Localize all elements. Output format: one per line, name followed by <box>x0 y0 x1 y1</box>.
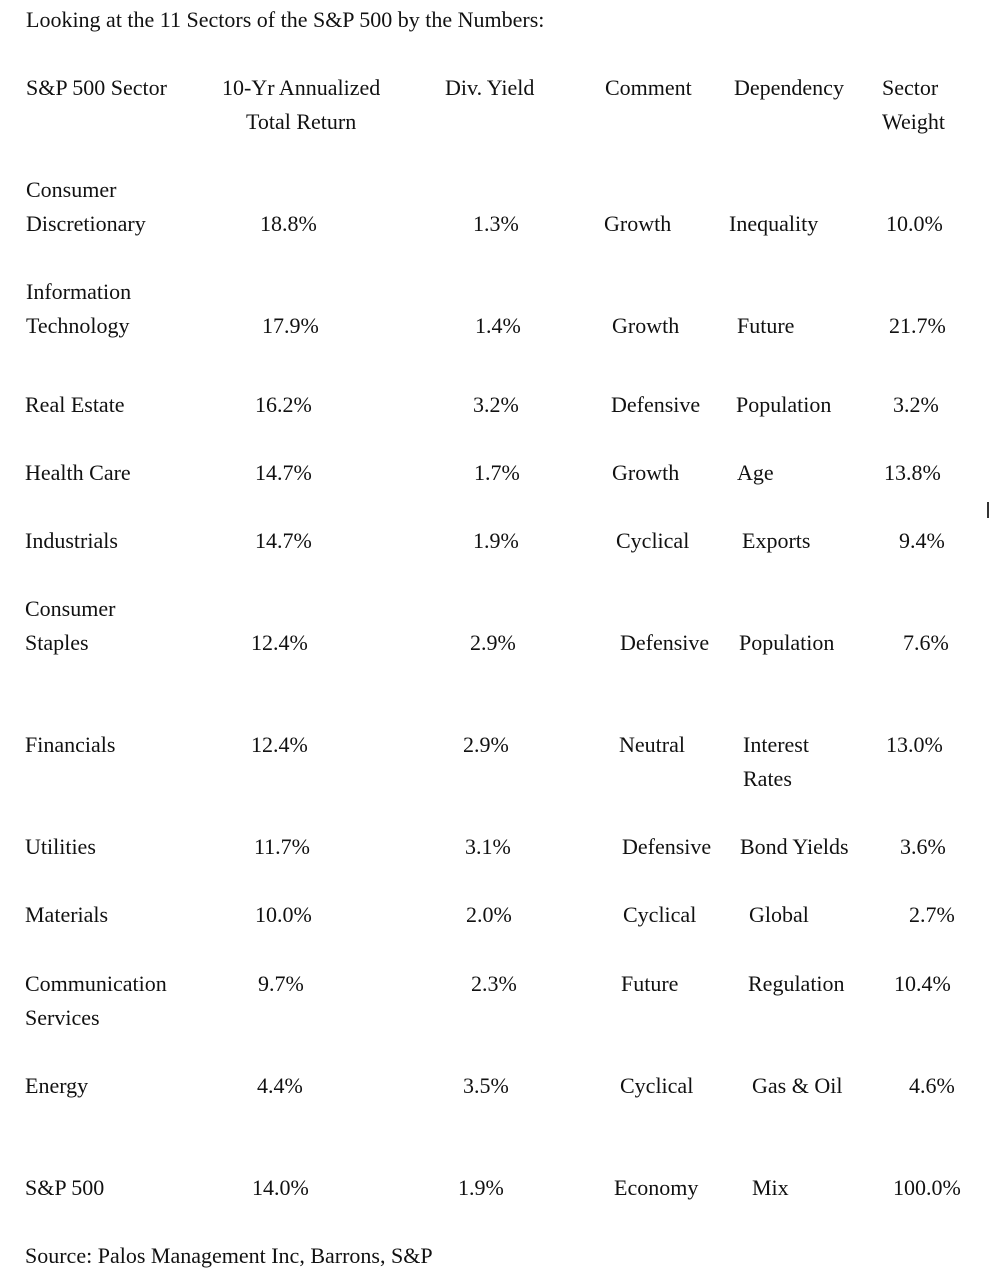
header-comment: Comment <box>605 75 692 100</box>
row-yield: 2.0% <box>466 902 512 927</box>
row-return: 10.0% <box>255 902 312 927</box>
row-comment: Defensive <box>611 392 701 417</box>
row-weight: 10.0% <box>886 211 943 236</box>
row-yield: 1.3% <box>473 211 519 236</box>
row-sector: Materials <box>25 902 109 927</box>
row-sector: Energy <box>25 1073 89 1098</box>
row-return: 14.7% <box>255 460 312 485</box>
row-comment: Cyclical <box>620 1073 694 1098</box>
row-weight: 10.4% <box>894 971 951 996</box>
row-yield: 2.9% <box>470 630 516 655</box>
row-yield: 2.9% <box>463 732 509 757</box>
header-sector: S&P 500 Sector <box>26 75 167 100</box>
row-return: 11.7% <box>254 834 311 859</box>
row-yield: 3.1% <box>465 834 511 859</box>
row-yield: 1.7% <box>474 460 520 485</box>
row-yield: 1.9% <box>473 528 519 553</box>
row-dependency: Inequality <box>729 211 819 236</box>
row-comment: Growth <box>612 313 680 338</box>
row-comment: Defensive <box>620 630 710 655</box>
row-sector: Information Technology <box>26 279 132 338</box>
row-return: 17.9% <box>262 313 319 338</box>
row-dependency: Global <box>749 902 809 927</box>
row-sector: Utilities <box>25 834 96 859</box>
row-weight: 3.6% <box>900 834 946 859</box>
row-dependency: Bond Yields <box>740 834 849 859</box>
row-return: 12.4% <box>251 630 308 655</box>
row-weight: 100.0% <box>893 1175 961 1200</box>
row-comment: Cyclical <box>616 528 690 553</box>
row-weight: 13.8% <box>884 460 941 485</box>
row-weight: 2.7% <box>909 902 955 927</box>
row-sector: Industrials <box>25 528 118 553</box>
row-dependency: Exports <box>742 528 811 553</box>
row-yield: 3.5% <box>463 1073 509 1098</box>
row-comment: Neutral <box>619 732 685 757</box>
source-note: Source: Palos Management Inc, Barrons, S&P <box>25 1243 433 1268</box>
row-dependency: Population <box>739 630 835 655</box>
row-dependency: Interest Rates <box>743 732 809 791</box>
row-dependency: Gas & Oil <box>752 1073 843 1098</box>
row-yield: 3.2% <box>473 392 519 417</box>
row-sector: Communication Services <box>25 971 167 1030</box>
row-comment: Growth <box>604 211 672 236</box>
row-weight: 7.6% <box>903 630 949 655</box>
row-dependency: Population <box>736 392 832 417</box>
row-dependency: Future <box>737 313 795 338</box>
row-sector: Financials <box>25 732 116 757</box>
row-dependency: Mix <box>752 1175 789 1200</box>
header-dependency: Dependency <box>734 75 844 100</box>
row-weight: 4.6% <box>909 1073 955 1098</box>
row-weight: 9.4% <box>899 528 945 553</box>
page-title: Looking at the 11 Sectors of the S&P 500 by the Numbers: <box>26 7 545 32</box>
row-return: 9.7% <box>258 971 304 996</box>
header-yield: Div. Yield <box>445 75 535 100</box>
row-comment: Economy <box>614 1175 699 1200</box>
row-comment: Future <box>621 971 679 996</box>
row-return: 4.4% <box>257 1073 303 1098</box>
row-return: 14.7% <box>255 528 312 553</box>
row-comment: Defensive <box>622 834 712 859</box>
row-yield: 1.4% <box>475 313 521 338</box>
row-sector: S&P 500 <box>25 1175 105 1200</box>
row-comment: Cyclical <box>623 902 697 927</box>
row-dependency: Regulation <box>748 971 845 996</box>
row-dependency: Age <box>737 460 774 485</box>
row-return: 18.8% <box>260 211 317 236</box>
row-yield: 1.9% <box>458 1175 504 1200</box>
header-weight: Sector Weight <box>882 75 945 134</box>
row-return: 14.0% <box>252 1175 309 1200</box>
row-sector: Consumer Staples <box>25 596 116 655</box>
row-comment: Growth <box>612 460 680 485</box>
row-yield: 2.3% <box>471 971 517 996</box>
row-sector: Consumer Discretionary <box>26 177 146 236</box>
text-cursor <box>987 502 989 518</box>
row-sector: Health Care <box>25 460 131 485</box>
row-weight: 13.0% <box>886 732 943 757</box>
row-return: 12.4% <box>251 732 308 757</box>
row-weight: 3.2% <box>893 392 939 417</box>
row-return: 16.2% <box>255 392 312 417</box>
header-return: 10-Yr Annualized Total Return <box>222 75 381 134</box>
row-sector: Real Estate <box>25 392 125 417</box>
row-weight: 21.7% <box>889 313 946 338</box>
